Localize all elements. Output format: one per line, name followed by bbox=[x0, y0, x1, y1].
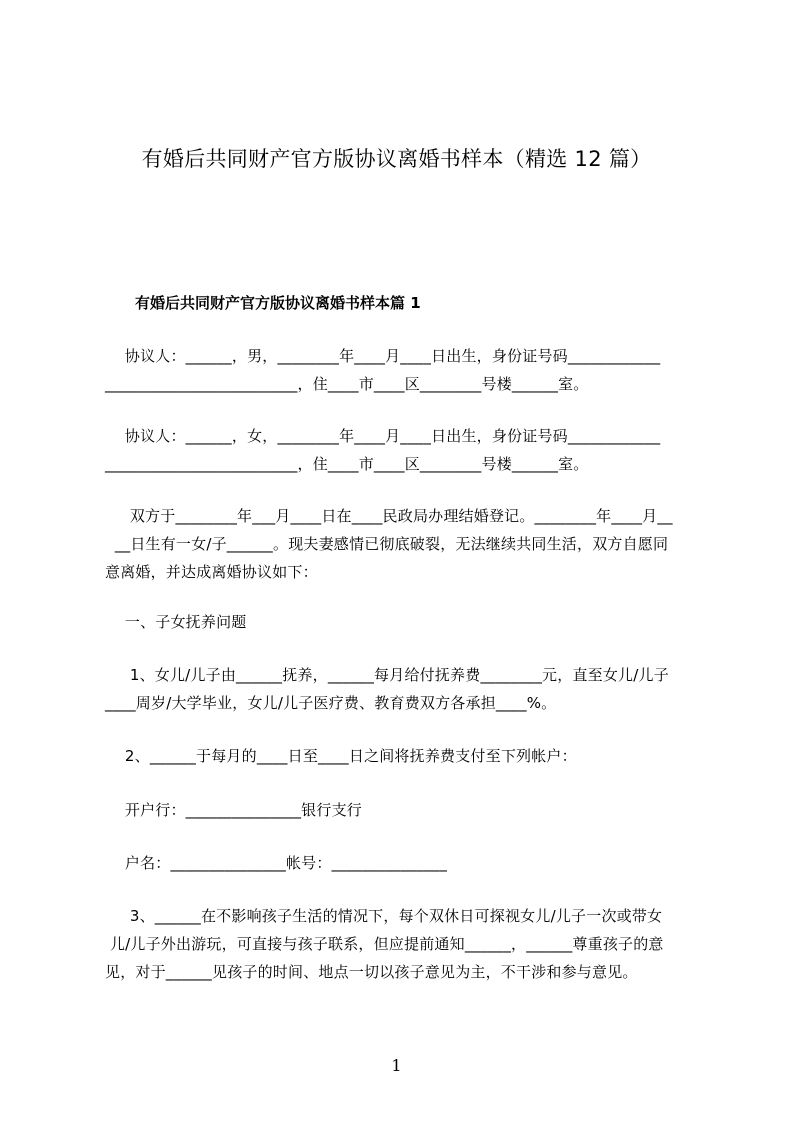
paragraph-line: _________________________，住____市____区________号楼______室。 bbox=[105, 375, 589, 393]
paragraph-line: 见，对于______见孩子的时间、地点一切以孩子意见为主，不干涉和参与意见。 bbox=[105, 963, 638, 981]
section-item: 一、子女抚养问题 bbox=[105, 613, 247, 631]
paragraph-line: 1、女儿/儿子由______抚养，______每月给付抚养费________元，直至女儿/儿子 bbox=[105, 666, 669, 684]
page-number: 1 bbox=[391, 1056, 402, 1075]
document-title: 有婚后共同财产官方版协议离婚书样本（精选 12 篇） bbox=[141, 147, 652, 171]
paragraph-line: 协议人：______，男，________年____月____日出生，身份证号码____________ bbox=[105, 347, 661, 365]
paragraph-line: 意离婚，并达成离婚协议如下： bbox=[105, 563, 318, 581]
paragraph-line: _________________________，住____市____区________号楼______室。 bbox=[105, 455, 589, 473]
section-heading: 有婚后共同财产官方版协议离婚书样本篇 1 bbox=[135, 294, 421, 312]
paragraph-line: 儿/儿子外出游玩，可直接与孩子联系，但应提前通知______，______尊重孩子的意 bbox=[105, 935, 664, 953]
paragraph-line: 3、______在不影响孩子生活的情况下，每个双休日可探视女儿/儿子一次或带女 bbox=[105, 907, 663, 925]
paragraph-line: __日生有一女/子______。现夫妻感情已彻底破裂，无法继续共同生活，双方自愿同 bbox=[105, 535, 669, 553]
paragraph-line: ____周岁/大学毕业，女儿/儿子医疗费、教育费双方各承担____%。 bbox=[105, 694, 557, 712]
paragraph-line: 双方于________年___月____日在____民政局办理结婚登记。________年____月__ bbox=[105, 507, 673, 525]
paragraph-line: 户名：_______________帐号：_______________ bbox=[105, 854, 448, 872]
paragraph-line: 协议人：______，女，________年____月____日出生，身份证号码____________ bbox=[105, 427, 661, 445]
paragraph-line: 2、______于每月的____日至____日之间将抚养费支付至下列帐户： bbox=[105, 747, 577, 765]
paragraph-line: 开户行：_______________银行支行 bbox=[105, 801, 362, 819]
